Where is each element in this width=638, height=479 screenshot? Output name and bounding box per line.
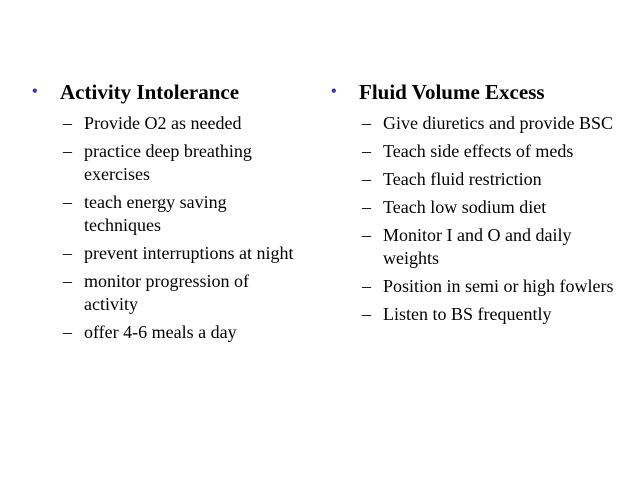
list-item: – prevent interruptions at night [63, 243, 294, 263]
right-list [331, 112, 631, 326]
list-item: – Give diuretics and provide BSC [362, 113, 613, 133]
right-column [331, 79, 631, 331]
dash-icon: – [63, 322, 72, 342]
dash-icon: – [63, 192, 72, 212]
dash-icon: – [362, 304, 371, 324]
list-item: – practice deep breathing exercises [63, 141, 252, 184]
bullet-icon: • [32, 83, 38, 100]
dash-icon: – [63, 243, 72, 263]
dash-icon: – [362, 276, 371, 296]
dash-icon: – [362, 141, 371, 161]
dash-icon: – [362, 197, 371, 217]
left-list [32, 112, 302, 344]
list-item: – Position in semi or high fowlers [362, 276, 614, 296]
list-item: – Provide O2 as needed [63, 113, 242, 133]
list-item: – Teach side effects of meds [362, 141, 574, 161]
list-item: – Listen to BS frequently [362, 304, 552, 324]
dash-icon: – [362, 113, 371, 133]
left-column [32, 79, 302, 349]
left-heading [32, 79, 302, 105]
list-item: – teach energy saving techniques [63, 192, 227, 235]
list-item: – offer 4-6 meals a day [63, 322, 237, 342]
dash-icon: – [362, 169, 371, 189]
dash-icon: – [63, 113, 72, 133]
list-item: – monitor progression of activity [63, 271, 249, 314]
dash-icon: – [63, 271, 72, 291]
right-heading-text: Fluid Volume Excess [359, 80, 545, 104]
left-heading-text: Activity Intolerance [60, 80, 240, 104]
bullet-icon: • [331, 83, 337, 100]
dash-icon: – [362, 225, 371, 245]
list-item: – Monitor I and O and daily weights [362, 225, 572, 268]
list-item: – Teach fluid restriction [362, 169, 542, 189]
list-item: – Teach low sodium diet [362, 197, 547, 217]
dash-icon: – [63, 141, 72, 161]
right-heading [331, 79, 631, 105]
